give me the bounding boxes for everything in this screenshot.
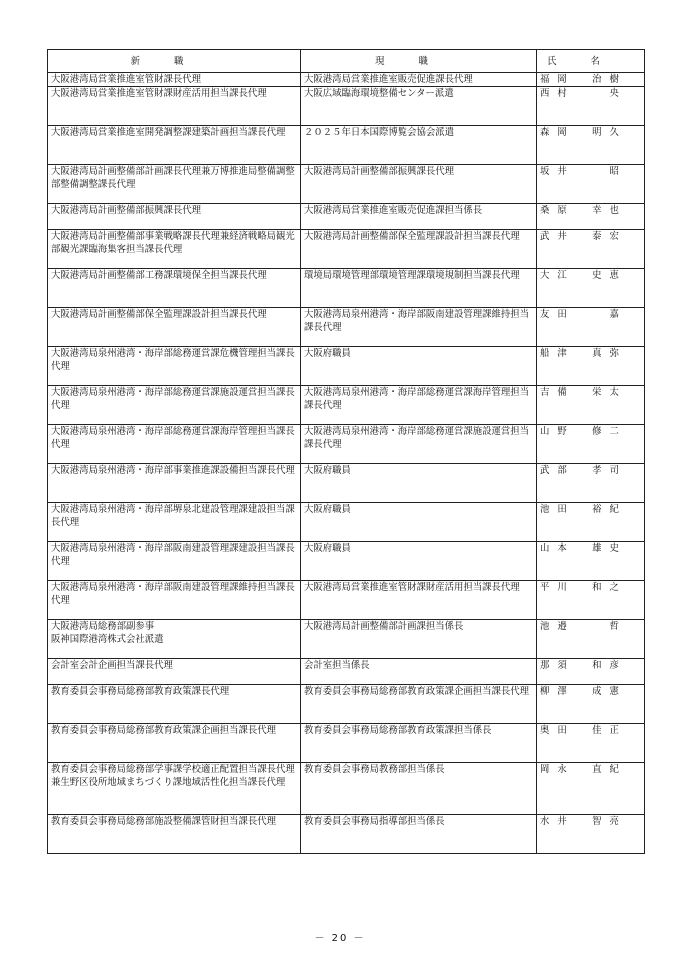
table-row [48, 347, 645, 386]
name-cell: 水井 智亮 [537, 815, 645, 854]
new-post-cell: 大阪港湾局計画整備部工務課環境保全担当課長代理 [48, 269, 301, 308]
table-row [48, 685, 645, 724]
table-row [48, 503, 645, 542]
current-post-cell: 大阪港湾局営業推進室販売促進課担当係長 [301, 204, 537, 230]
name-cell: 友田 嘉 [537, 308, 645, 347]
name-cell: 平川 和之 [537, 581, 645, 620]
name-cell: 船津 真弥 [537, 347, 645, 386]
new-post-cell: 大阪港湾局計画整備部計画課長代理兼万博推進局整備調整部整備調整課長代理 [48, 165, 301, 204]
table-row [48, 815, 645, 854]
name-cell: 福岡 治樹 [537, 73, 645, 87]
name-cell: 柳澤 成憲 [537, 685, 645, 724]
table-row [48, 204, 645, 230]
new-post-cell: 大阪港湾局計画整備部振興課長代理 [48, 204, 301, 230]
current-post-cell: 大阪府職員 [301, 347, 537, 386]
new-post-cell: 会計室会計企画担当課長代理 [48, 659, 301, 685]
new-post-cell: 教育委員会事務局総務部教育政策課企画担当課長代理 [48, 724, 301, 763]
current-post-cell: 大阪港湾局泉州港湾・海岸部総務運営課海岸管理担当課長代理 [301, 386, 537, 425]
new-post-cell: 大阪港湾局泉州港湾・海岸部阪南建設管理課建設担当課長代理 [48, 542, 301, 581]
current-post-cell: 大阪港湾局計画整備部保全監理課設計担当課長代理 [301, 230, 537, 269]
name-cell: 大江 史恵 [537, 269, 645, 308]
personnel-table [47, 49, 645, 854]
new-post-cell: 教育委員会事務局総務部学事課学校適正配置担当課長代理兼生野区役所地域まちづくり課地域活性化担当課長代理 [48, 763, 301, 815]
current-post-cell: 教育委員会事務局指導部担当係長 [301, 815, 537, 854]
name-cell: 坂井 昭 [537, 165, 645, 204]
current-post-cell: 大阪港湾局泉州港湾・海岸部総務運営課施設運営担当課長代理 [301, 425, 537, 464]
header-current-post: 現職 [301, 50, 537, 73]
current-post-cell: 大阪港湾局営業推進室管財課財産活用担当課長代理 [301, 581, 537, 620]
new-post-cell: 大阪港湾局営業推進室管財課財産活用担当課長代理 [48, 87, 301, 126]
name-cell: 森岡 明久 [537, 126, 645, 165]
name-cell: 吉備 栄太 [537, 386, 645, 425]
name-cell: 西村 央 [537, 87, 645, 126]
current-post-cell: 大阪府職員 [301, 542, 537, 581]
name-cell: 山本 雄史 [537, 542, 645, 581]
name-cell: 奥田 佳正 [537, 724, 645, 763]
new-post-cell: 大阪港湾局計画整備部事業戦略課長代理兼経済戦略局観光部観光課臨海集客担当課長代理 [48, 230, 301, 269]
table-row [48, 87, 645, 126]
new-post-cell: 大阪港湾局計画整備部保全監理課設計担当課長代理 [48, 308, 301, 347]
current-post-cell: 会計室担当係長 [301, 659, 537, 685]
page-number: － 20 － [314, 933, 366, 944]
current-post-cell: 大阪港湾局泉州港湾・海岸部阪南建設管理課維持担当課長代理 [301, 308, 537, 347]
name-cell: 武井 泰宏 [537, 230, 645, 269]
current-post-cell: 大阪港湾局計画整備部計画課担当係長 [301, 620, 537, 659]
table-row [48, 230, 645, 269]
table-row [48, 73, 645, 87]
header-name: 氏名 [537, 50, 645, 73]
table-row [48, 763, 645, 815]
new-post-cell: 教育委員会事務局総務部施設整備課管財担当課長代理 [48, 815, 301, 854]
table-header-row [48, 50, 645, 73]
table-row [48, 620, 645, 659]
table-row [48, 269, 645, 308]
table-row [48, 308, 645, 347]
new-post-cell: 大阪港湾局泉州港湾・海岸部総務運営課海岸管理担当課長代理 [48, 425, 301, 464]
current-post-cell: 教育委員会事務局教務部担当係長 [301, 763, 537, 815]
new-post-cell: 大阪港湾局営業推進室管財課長代理 [48, 73, 301, 87]
table-row [48, 425, 645, 464]
current-post-cell: ２０２５年日本国際博覧会協会派遣 [301, 126, 537, 165]
name-cell: 池邉 哲 [537, 620, 645, 659]
current-post-cell: 大阪府職員 [301, 503, 537, 542]
new-post-cell: 大阪港湾局営業推進室開発調整課建築計画担当課長代理 [48, 126, 301, 165]
current-post-cell: 大阪港湾局計画整備部振興課長代理 [301, 165, 537, 204]
table-row [48, 542, 645, 581]
name-cell: 那須 和彦 [537, 659, 645, 685]
new-post-cell: 大阪港湾局泉州港湾・海岸部総務運営課施設運営担当課長代理 [48, 386, 301, 425]
name-cell: 岡永 直紀 [537, 763, 645, 815]
current-post-cell: 大阪広域臨海環境整備センター派遣 [301, 87, 537, 126]
table-row [48, 464, 645, 503]
table-row [48, 165, 645, 204]
new-post-cell: 大阪港湾局総務部副参事 阪神国際港湾株式会社派遣 [48, 620, 301, 659]
table-row [48, 724, 645, 763]
new-post-cell: 教育委員会事務局総務部教育政策課長代理 [48, 685, 301, 724]
name-cell: 桑原 幸也 [537, 204, 645, 230]
name-cell: 武部 孝司 [537, 464, 645, 503]
name-cell: 山野 修二 [537, 425, 645, 464]
current-post-cell: 教育委員会事務局総務部教育政策課企画担当課長代理 [301, 685, 537, 724]
current-post-cell: 環境局環境管理部環境管理課環境規制担当課長代理 [301, 269, 537, 308]
header-new-post: 新職 [48, 50, 301, 73]
table-row [48, 581, 645, 620]
name-cell: 池田 裕紀 [537, 503, 645, 542]
new-post-cell: 大阪港湾局泉州港湾・海岸部阪南建設管理課維持担当課長代理 [48, 581, 301, 620]
current-post-cell: 大阪港湾局営業推進室販売促進課長代理 [301, 73, 537, 87]
current-post-cell: 教育委員会事務局総務部教育政策課担当係長 [301, 724, 537, 763]
table-row [48, 659, 645, 685]
new-post-cell: 大阪港湾局泉州港湾・海岸部総務運営課危機管理担当課長代理 [48, 347, 301, 386]
table-row [48, 126, 645, 165]
current-post-cell: 大阪府職員 [301, 464, 537, 503]
table-row [48, 386, 645, 425]
new-post-cell: 大阪港湾局泉州港湾・海岸部堺泉北建設管理課建設担当課長代理 [48, 503, 301, 542]
new-post-cell: 大阪港湾局泉州港湾・海岸部事業推進課設備担当課長代理 [48, 464, 301, 503]
